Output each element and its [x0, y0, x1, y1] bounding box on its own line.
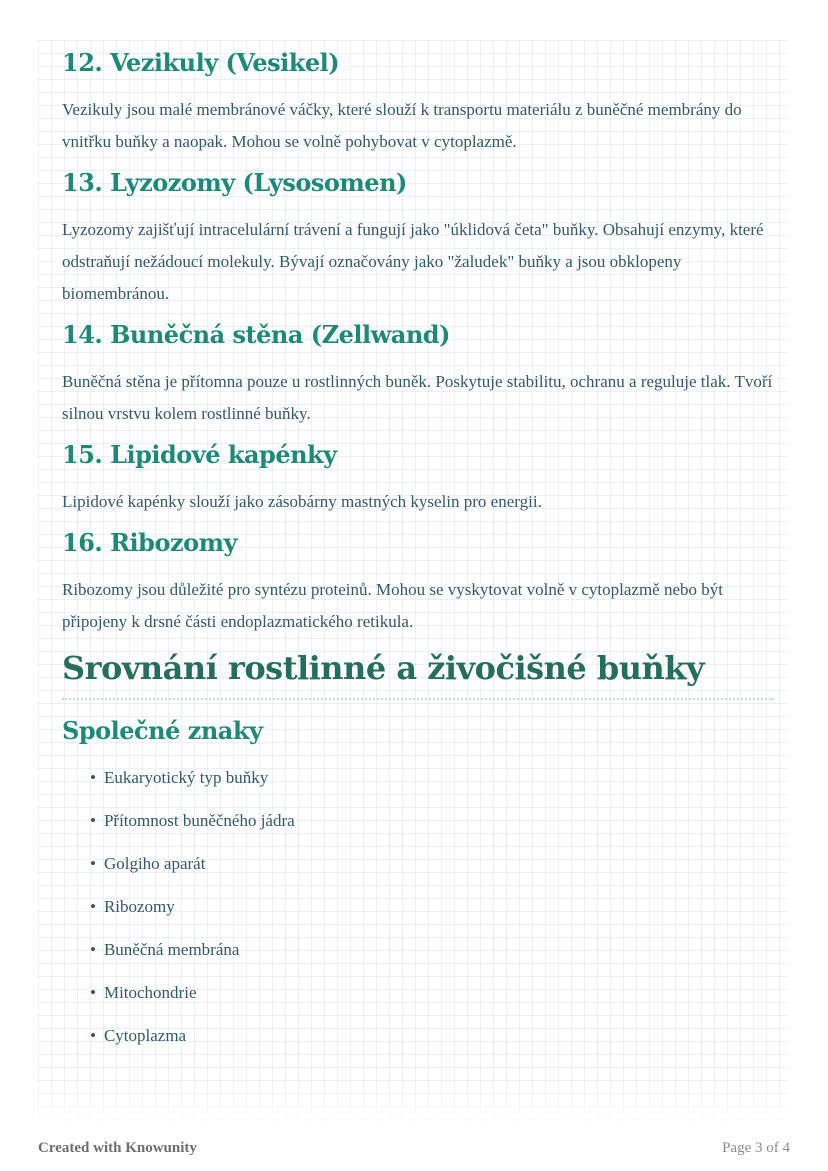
list-item: • Golgiho aparát — [90, 848, 774, 880]
list-item: • Buněčná membrána — [90, 934, 774, 966]
section-heading: 13. Lyzozomy (Lysosomen) — [62, 168, 407, 197]
section-body: Lipidové kapénky slouží jako zásobárny mastných kyselin pro energii. — [62, 492, 542, 511]
section-heading: 12. Vezikuly (Vesikel) — [62, 48, 340, 77]
footer-page-number: Page 3 of 4 — [722, 1140, 790, 1156]
section-lyzozomy — [62, 168, 774, 310]
section-heading: 16. Ribozomy — [62, 528, 237, 557]
list-item: • Přítomnost buněčného jádra — [90, 805, 774, 837]
section-heading: 14. Buněčná stěna (Zellwand) — [62, 320, 450, 349]
section-vezikuly — [62, 48, 774, 158]
section-bunecna-stena — [62, 320, 774, 430]
section-heading: 15. Lipidové kapénky — [62, 440, 337, 469]
footer-brand: Created with Knowunity — [38, 1140, 197, 1156]
list-item: • Cytoplazma — [90, 1020, 774, 1052]
list-item: • Eukaryotický typ buňky — [90, 762, 774, 794]
grid-paper — [38, 40, 788, 1135]
section-body: Vezikuly jsou malé membránové váčky, které slouží k transportu materiálu z buněčné membrány do vnitřku buňky a naopak. Mohou se volně pohybovat v cytoplazmě. — [62, 100, 742, 151]
list-item: • Mitochondrie — [90, 977, 774, 1009]
common-features-list — [62, 762, 774, 1052]
list-item: • Ribozomy — [90, 891, 774, 923]
common-features-heading: Společné znaky — [62, 716, 263, 745]
section-body: Ribozomy jsou důležité pro syntézu proteinů. Mohou se vyskytovat volně v cytoplazmě nebo být připojeny k drsné části endoplazmatického retikula. — [62, 580, 723, 631]
section-body: Buněčná stěna je přítomna pouze u rostlinných buněk. Poskytuje stabilitu, ochranu a reguluje tlak. Tvoří silnou vrstvu kolem rostlinné buňky. — [62, 372, 773, 423]
section-body: Lyzozomy zajišťují intracelulární trávení a fungují jako "úklidová četa" buňky. Obsahují enzymy, které odstraňují nežádoucí molekuly. Bývají označovány jako "žaludek" buňky a jsou obklopeny biomembránou. — [62, 220, 764, 303]
section-lipidove-kapenky — [62, 440, 774, 518]
section-ribozomy — [62, 528, 774, 638]
comparison-title: Srovnání rostlinné a živočišné buňky — [62, 648, 774, 700]
page-footer — [38, 1140, 790, 1157]
